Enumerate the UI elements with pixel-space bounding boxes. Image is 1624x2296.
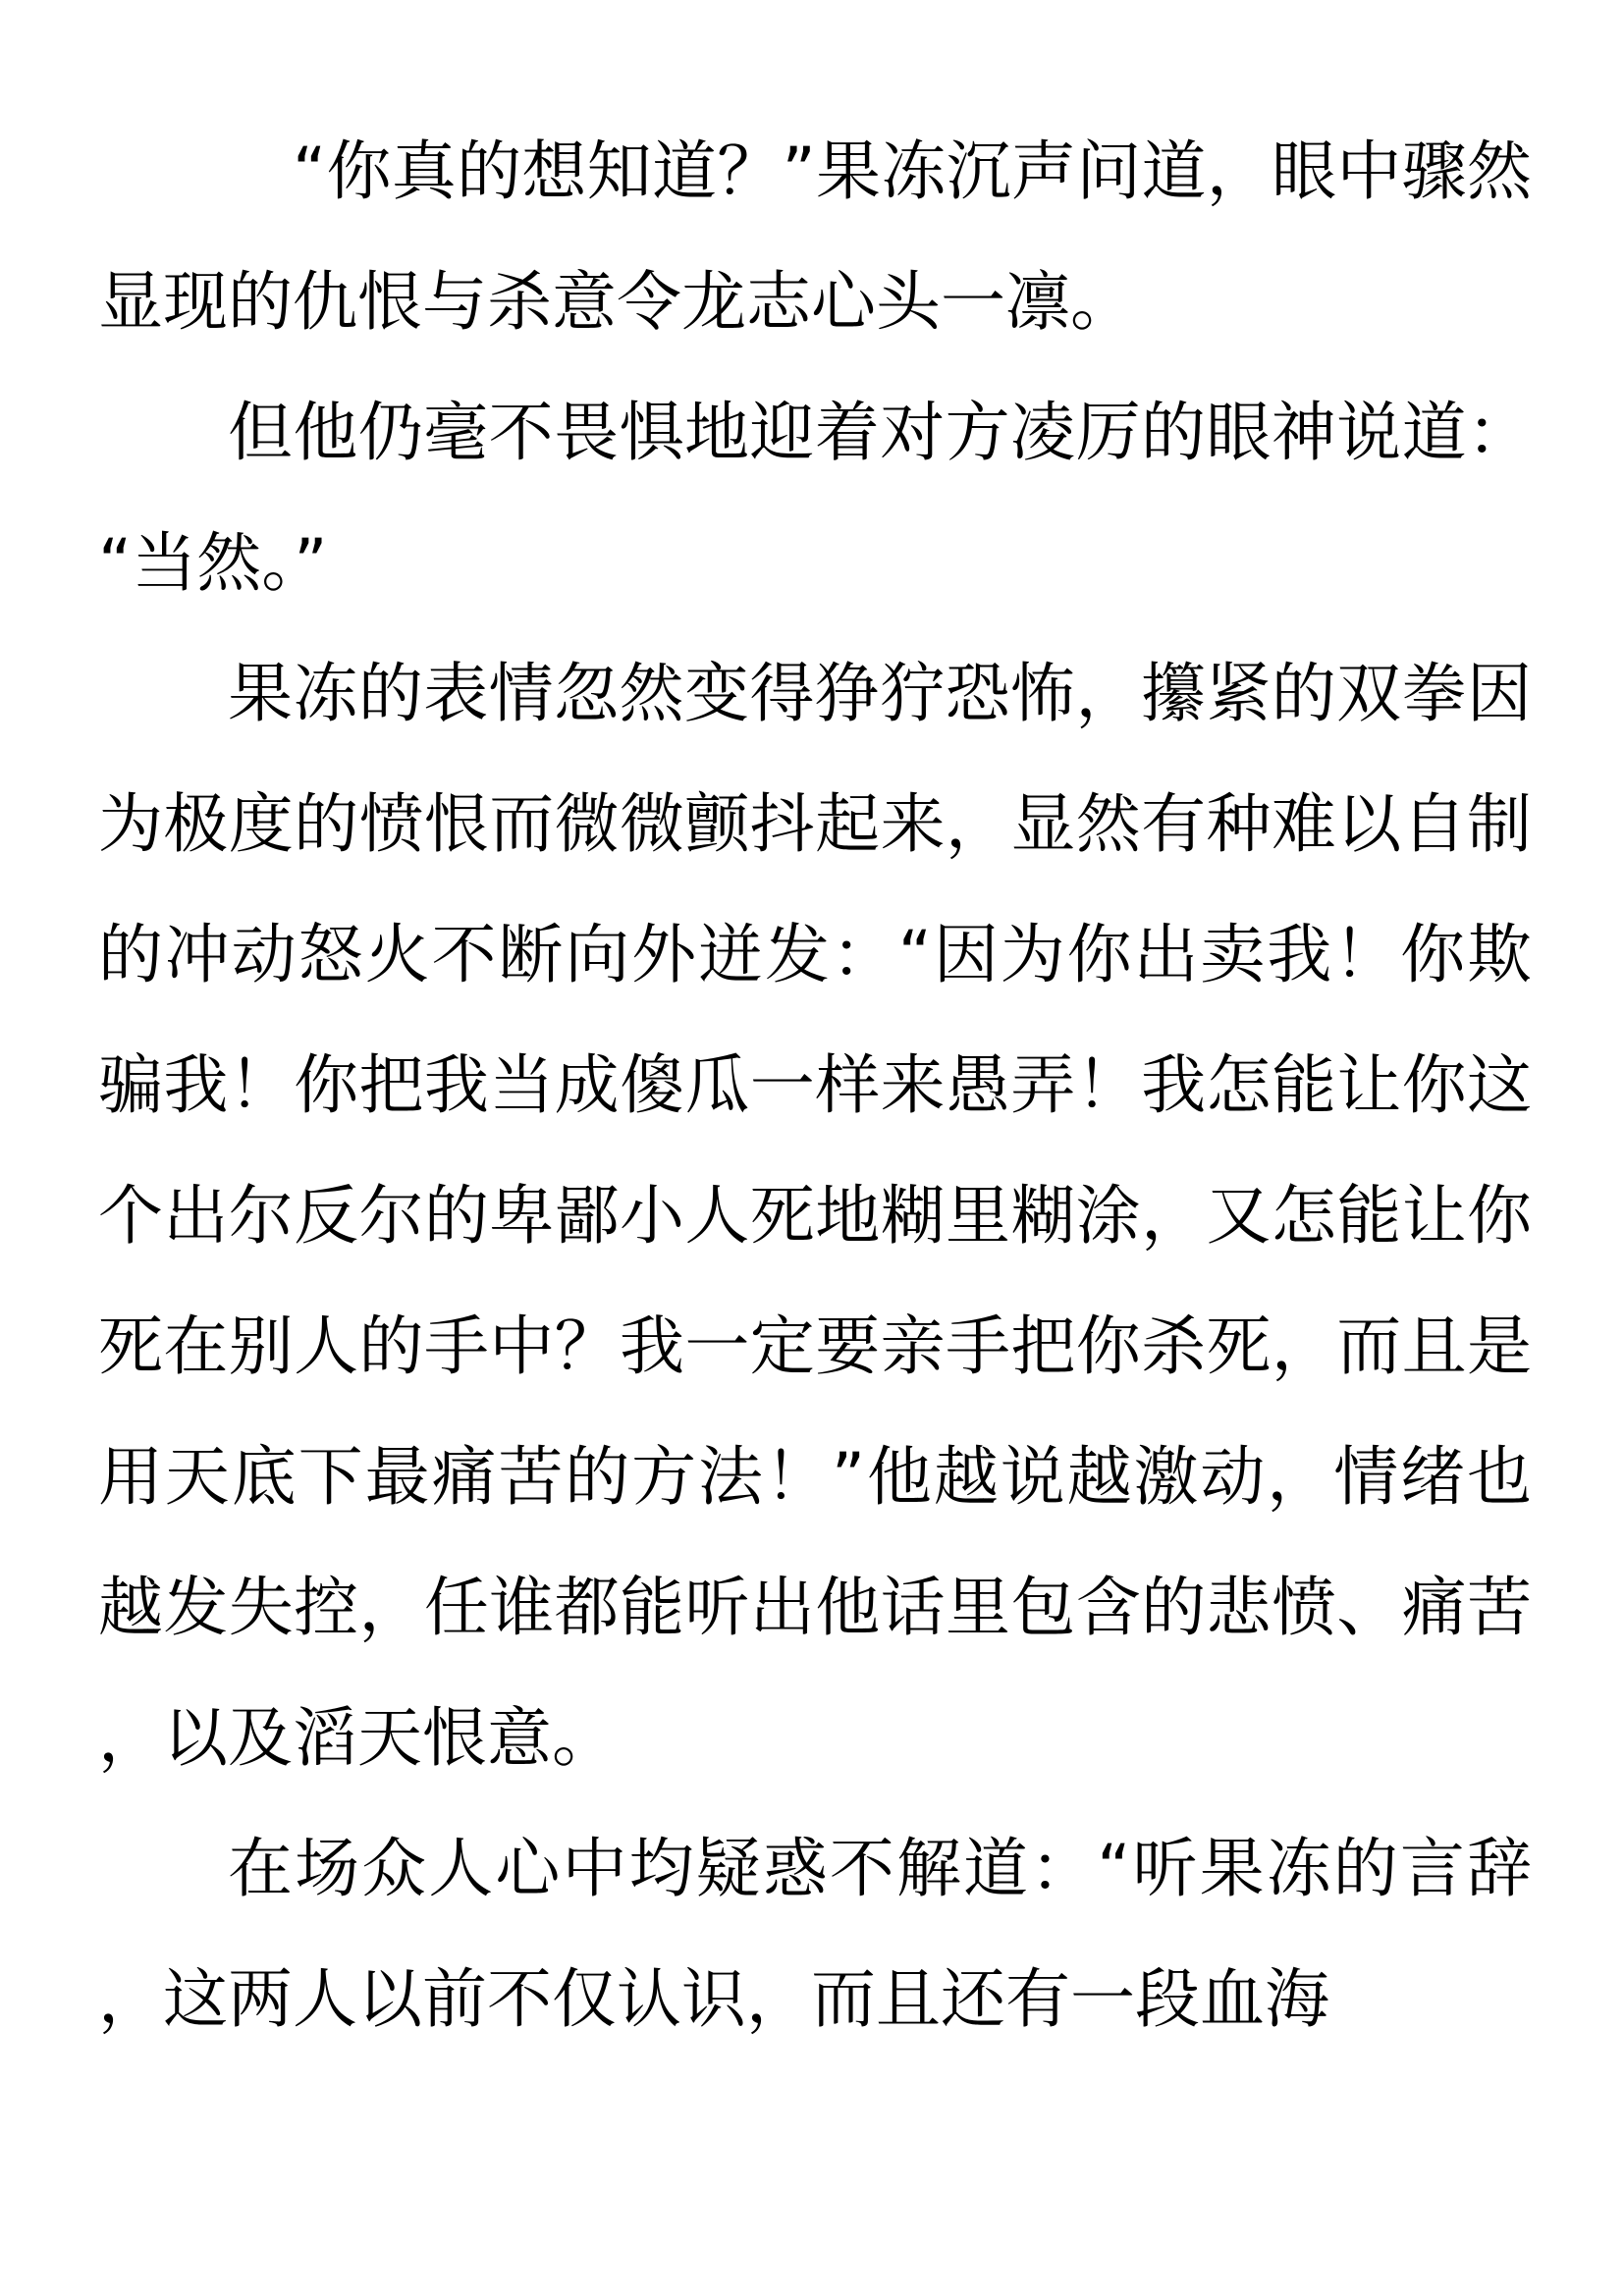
- paragraph-2: 但他仍毫不畏惧地迎着对方凌厉的眼神说道：“当然。”: [98, 395, 1532, 601]
- paragraph-4: 在场众人心中均疑惑不解道：“听果冻的言辞，这两人以前不仅认识，而且还有一段血海: [98, 1831, 1532, 2037]
- paragraph-3: 果冻的表情忽然变得狰狞恐怖，攥紧的双拳因为极度的愤恨而微微颤抖起来，显然有种难以自制的冲动怒火不断向外迸发：“因为你出卖我！你欺骗我！你把我当成傻瓜一样来愚弄！我怎能让你这个出尔反尔的卑鄙小人死地糊里糊涂，又怎能让你死在别人的手中？我一定要亲手把你杀死，而且是用天底下最痛苦的方法！”他越说越激动，情绪也越发失控，任谁都能听出他话里包含的悲愤、痛苦，以及滔天恨意。: [98, 656, 1532, 1776]
- paragraph-1: “你真的想知道？”果冻沉声问道，眼中骤然显现的仇恨与杀意令龙志心头一凛。: [98, 133, 1532, 340]
- document-body: [98, 106, 1532, 2064]
